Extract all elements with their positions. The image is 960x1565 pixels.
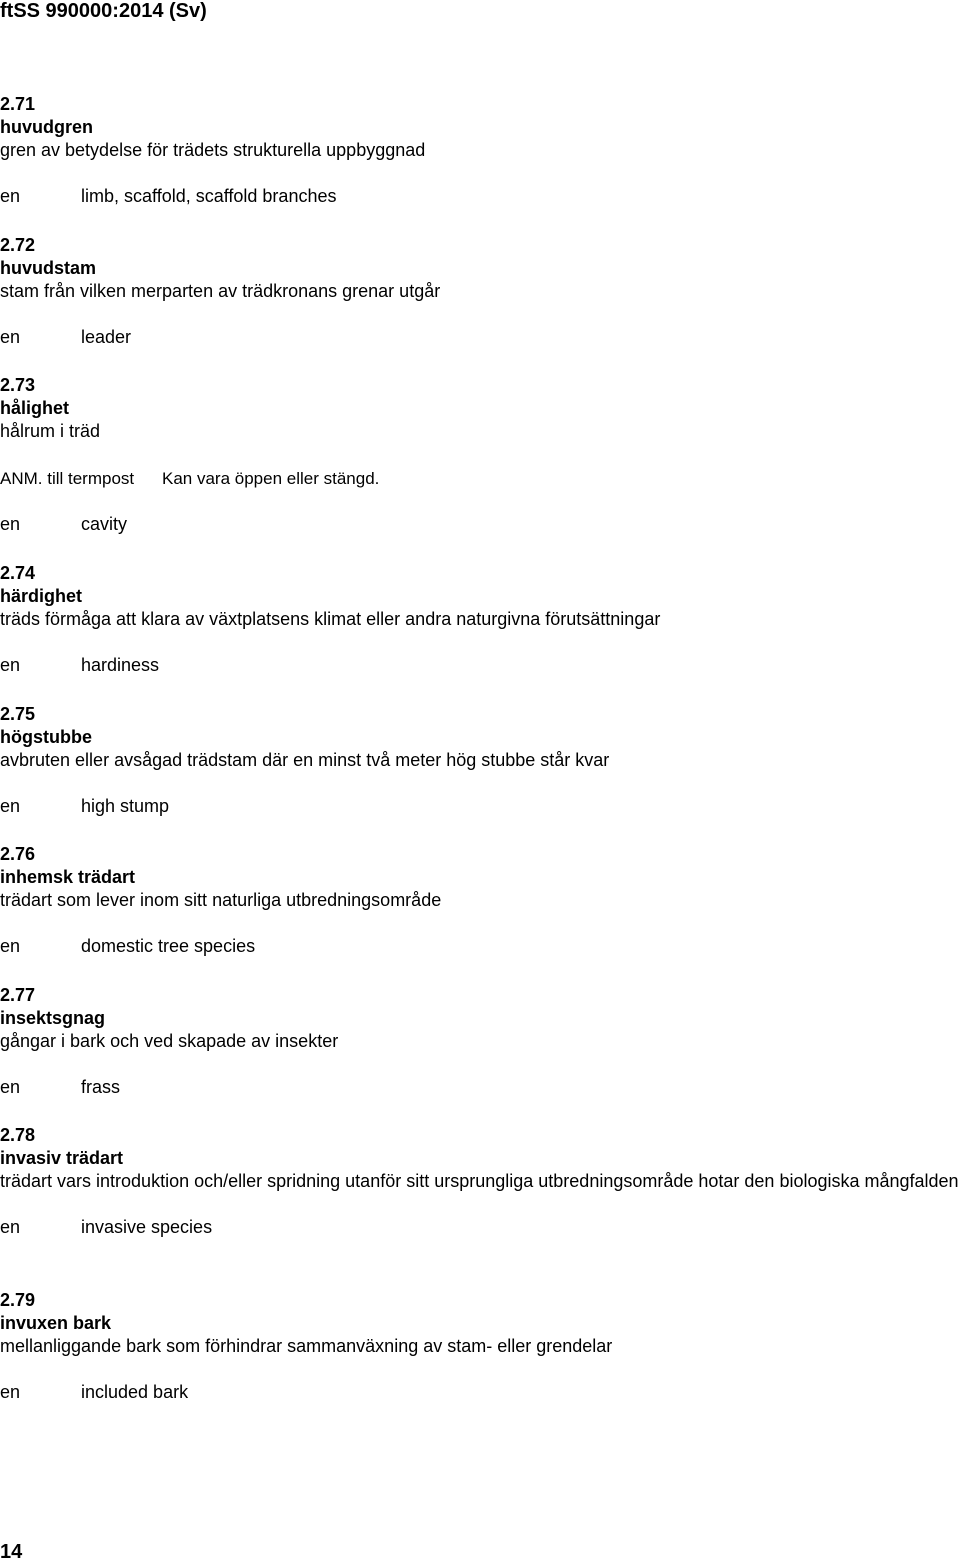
language-equivalent-row xyxy=(0,1076,960,1099)
english-equivalent: included bark xyxy=(81,1382,189,1402)
english-equivalent: frass xyxy=(81,1077,121,1097)
term-name: högstubbe xyxy=(0,727,92,747)
language-code: en xyxy=(0,936,21,956)
english-equivalent: cavity xyxy=(81,514,128,534)
language-code: en xyxy=(0,1217,21,1237)
page-number: 14 xyxy=(0,1541,23,1563)
note-text: Kan vara öppen eller stängd. xyxy=(162,469,380,488)
language-code: en xyxy=(0,655,21,675)
document-header: ftSS 990000:2014 (Sv) xyxy=(0,0,207,22)
language-equivalent-row xyxy=(0,935,960,958)
term-definition: mellanliggande bark som förhindrar sammanväxning av stam- eller grendelar xyxy=(0,1336,613,1356)
term-definition: gren av betydelse för trädets strukturella uppbyggnad xyxy=(0,140,426,160)
term-entry xyxy=(0,93,960,208)
term-definition: träds förmåga att klara av växtplatsens klimat eller andra naturgivna förutsättningar xyxy=(0,609,661,629)
term-definition: hålrum i träd xyxy=(0,421,101,441)
term-number: 2.71 xyxy=(0,94,36,114)
term-entry xyxy=(0,703,960,818)
term-number: 2.77 xyxy=(0,985,36,1005)
term-definition: avbruten eller avsågad trädstam där en minst två meter hög stubbe står kvar xyxy=(0,750,610,770)
term-name: härdighet xyxy=(0,586,83,606)
term-definition: stam från vilken merparten av trädkronans grenar utgår xyxy=(0,281,441,301)
term-name: insektsgnag xyxy=(0,1008,106,1028)
language-code: en xyxy=(0,1077,21,1097)
term-number: 2.75 xyxy=(0,704,36,724)
english-equivalent: hardiness xyxy=(81,655,160,675)
language-equivalent-row xyxy=(0,1216,960,1239)
english-equivalent: high stump xyxy=(81,796,170,816)
term-name: invasiv trädart xyxy=(0,1148,124,1168)
term-name: huvudgren xyxy=(0,117,93,137)
term-entry xyxy=(0,562,960,677)
term-entry xyxy=(0,1124,960,1239)
language-code: en xyxy=(0,796,21,816)
term-entry xyxy=(0,1289,960,1404)
term-definition: gångar i bark och ved skapade av insekter xyxy=(0,1031,339,1051)
term-entry xyxy=(0,374,960,536)
language-code: en xyxy=(0,186,21,206)
term-note-row xyxy=(0,467,960,490)
term-definition: trädart som lever inom sitt naturliga utbredningsområde xyxy=(0,890,442,910)
term-number: 2.78 xyxy=(0,1125,36,1145)
language-code: en xyxy=(0,514,21,534)
term-number: 2.79 xyxy=(0,1290,36,1310)
term-entry xyxy=(0,843,960,958)
language-equivalent-row xyxy=(0,654,960,677)
term-name: inhemsk trädart xyxy=(0,867,136,887)
language-equivalent-row xyxy=(0,185,960,208)
term-name: huvudstam xyxy=(0,258,97,278)
term-entry xyxy=(0,984,960,1099)
term-entry xyxy=(0,234,960,349)
term-number: 2.73 xyxy=(0,375,36,395)
language-code: en xyxy=(0,327,21,347)
english-equivalent: domestic tree species xyxy=(81,936,256,956)
term-number: 2.74 xyxy=(0,563,36,583)
term-name: invuxen bark xyxy=(0,1313,112,1333)
term-number: 2.76 xyxy=(0,844,36,864)
term-name: hålighet xyxy=(0,398,70,418)
english-equivalent: invasive species xyxy=(81,1217,213,1237)
term-definition: trädart vars introduktion och/eller spridning utanför sitt ursprungliga utbredningsområde hotar den biologiska mångfalden xyxy=(0,1171,959,1191)
term-number: 2.72 xyxy=(0,235,36,255)
note-label: ANM. till termpost xyxy=(0,469,135,488)
english-equivalent: leader xyxy=(81,327,132,347)
language-code: en xyxy=(0,1382,21,1402)
language-equivalent-row xyxy=(0,1381,960,1404)
language-equivalent-row xyxy=(0,513,960,536)
english-equivalent: limb, scaffold, scaffold branches xyxy=(81,186,337,206)
language-equivalent-row xyxy=(0,795,960,818)
language-equivalent-row xyxy=(0,326,960,349)
